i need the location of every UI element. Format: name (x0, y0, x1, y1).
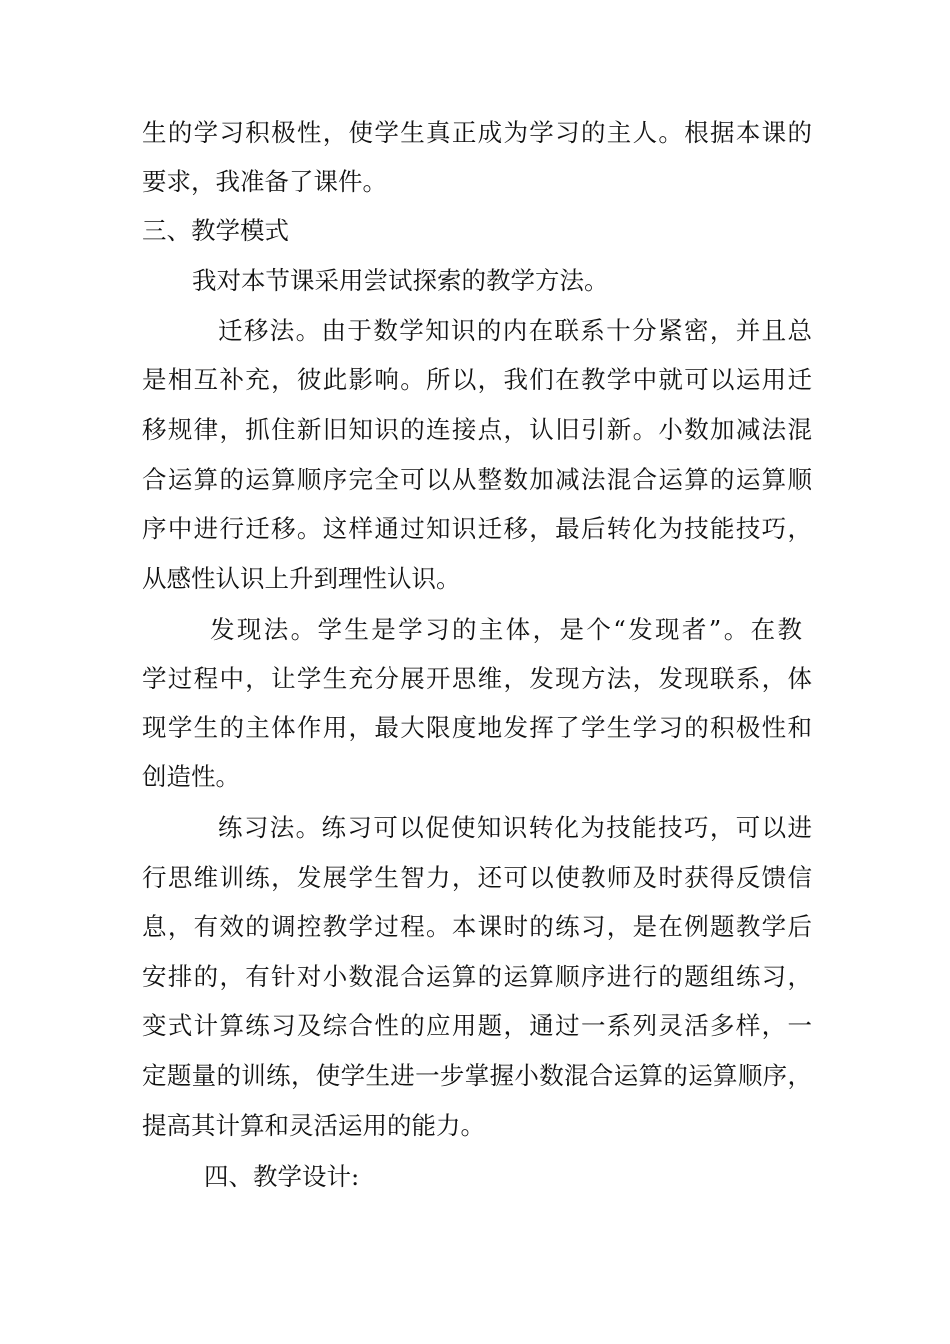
text-line: 现学生的主体作用，最大限度地发挥了学生学习的积极性和 (142, 713, 812, 742)
text-line: 提高其计算和灵活运用的能力。 (142, 1111, 485, 1140)
text-line: 序中进行迁移。这样通过知识迁移，最后转化为技能技巧， (142, 514, 812, 543)
text-line: 要求，我准备了课件。 (142, 167, 387, 196)
text-line: 合运算的运算顺序完全可以从整数加减法混合运算的运算顺 (142, 465, 812, 494)
text-line: 移规律，抓住新旧知识的连接点，认旧引新。小数加减法混 (142, 415, 812, 444)
paragraph-first-line: 发现法。学生是学习的主体，是个“发现者”。在教 (210, 615, 802, 644)
text-line: 生的学习积极性，使学生真正成为学习的主人。根据本课的 (142, 118, 812, 147)
text-line: 从感性认识上升到理性认识。 (142, 564, 461, 593)
text-line: 是相互补充，彼此影响。所以，我们在教学中就可以运用迁 (142, 365, 812, 394)
text-line: 我对本节课采用尝试探索的教学方法。 (192, 266, 609, 295)
text-line: 行思维训练，发展学生智力，还可以使教师及时获得反馈信 (142, 863, 812, 892)
text-line: 息，有效的调控教学过程。本课时的练习，是在例题教学后 (142, 912, 812, 941)
section-heading: 四、教学设计: (204, 1162, 360, 1191)
text-line: 学过程中，让学生充分展开思维，发现方法，发现联系，体 (142, 664, 812, 693)
text-line: 创造性。 (142, 762, 240, 791)
text-line: 安排的，有针对小数混合运算的运算顺序进行的题组练习， (142, 962, 812, 991)
paragraph-first-line: 练习法。练习可以促使知识转化为技能技巧，可以进 (218, 813, 812, 842)
paragraph-first-line: 迁移法。由于数学知识的内在联系十分紧密，并且总 (218, 316, 812, 345)
text-line: 变式计算练习及综合性的应用题，通过一系列灵活多样，一 (142, 1011, 812, 1040)
section-heading: 三、教学模式 (142, 216, 289, 245)
text-line: 定题量的训练，使学生进一步掌握小数混合运算的运算顺序， (142, 1061, 812, 1090)
